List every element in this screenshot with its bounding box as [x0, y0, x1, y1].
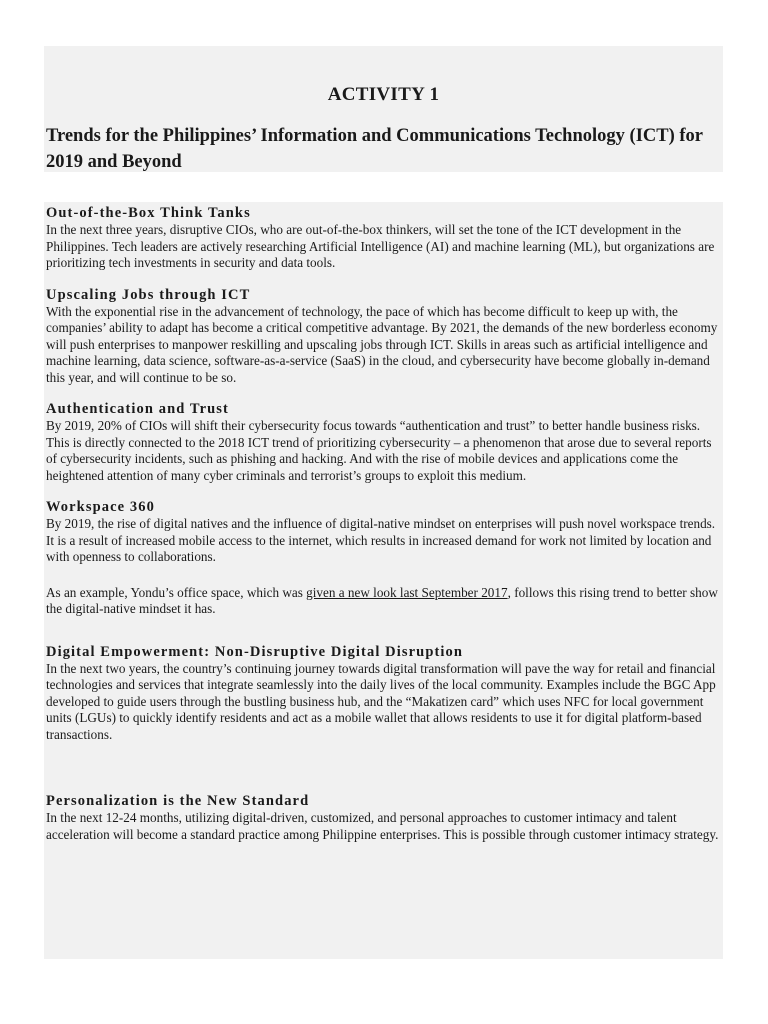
section-paragraph: By 2019, 20% of CIOs will shift their cybersecurity focus towards “authentication and trust” to better handle business risks. This is directly connected to the 2018 ICT trend of prioritizing cybersecurity – a phenomenon that arose due to several reports of cybersecurity incidents, such as phishing and hacking. And with the rise of mobile devices and applications come the heightened attention of many cyber criminals and terrorist’s groups to exploit this medium.: [46, 418, 712, 483]
separator: [44, 172, 723, 202]
section-heading: Personalization is the New Standard: [46, 793, 310, 809]
section-paragraph: In the next three years, disruptive CIOs, who are out-of-the-box thinkers, will set the tone of the ICT development in the Philippines. Tech leaders are actively researching Artificial Intelligence (AI) and machine learning (ML), but organizations are prioritizing tech investments in security and data tools.: [46, 222, 715, 270]
section-heading: Workspace 360: [46, 499, 155, 515]
example-text-end: , follows this rising trend to better show the digital-native mindset it has.: [46, 584, 718, 616]
section-authentication-trust: [46, 400, 721, 484]
office-space-link[interactable]: given a new look last September 2017: [306, 584, 508, 600]
section-think-tanks: [46, 204, 721, 272]
example-text-start: As an example, Yondu’s office space, which was: [46, 584, 307, 600]
document-body: [44, 202, 723, 959]
title-block: [44, 46, 723, 172]
activity-heading: ACTIVITY 1: [327, 84, 440, 105]
section-upscaling-jobs: [46, 286, 721, 387]
section-paragraph: In the next 12-24 months, utilizing digital-driven, customized, and personal approaches to customer intimacy and talent acceleration will become a standard practice among Philippine enterprises. This is possible through customer intimacy strategy.: [46, 810, 719, 842]
section-heading: Digital Empowerment: Non-Disruptive Digital Disruption: [46, 643, 464, 660]
section-heading: Upscaling Jobs through ICT: [46, 286, 251, 303]
section-paragraph: By 2019, the rise of digital natives and the influence of digital-native mindset on enterprises will push novel workspace trends. It is a result of increased mobile access to the internet, which results in increased demand for work not limited by location and with openness to collaborations.: [46, 516, 716, 564]
section-digital-empowerment: [46, 643, 721, 744]
section-heading: Out-of-the-Box Think Tanks: [46, 205, 251, 221]
section-workspace-360: [46, 498, 721, 618]
section-paragraph: In the next two years, the country’s continuing journey towards digital transformation will pave the way for retail and financial technologies and services that integrate seamlessly into the daily lives of the local community. Examples include the BGC App developed to guide users through the bustling business hub, and the “Makatizen card” which uses NFC for local government units (LGUs) to quickly identify residents and act as a mobile wallet that allows residents to use it for digital platform-based transactions.: [46, 660, 716, 742]
document-title: Trends for the Philippines’ Information and Communications Technology (ICT) for 2019 and Beyond: [46, 126, 703, 172]
section-example-paragraph: [46, 585, 721, 618]
document-page: [44, 46, 723, 959]
section-heading: Authentication and Trust: [46, 401, 229, 417]
section-paragraph: With the exponential rise in the advancement of technology, the pace of which has become difficult to keep up with, the companies’ ability to adapt has become a critical competitive advantage. By 2021, the demands of the new borderless economy will push enterprises to manpower reskilling and upscaling jobs through ICT. Skills in areas such as artificial intelligence and machine learning, data science, software-as-a-service (SaaS) in the cloud, and cybersecurity have become globally in-demand this year, and will continue to be so.: [46, 303, 718, 385]
section-personalization: [46, 792, 721, 843]
